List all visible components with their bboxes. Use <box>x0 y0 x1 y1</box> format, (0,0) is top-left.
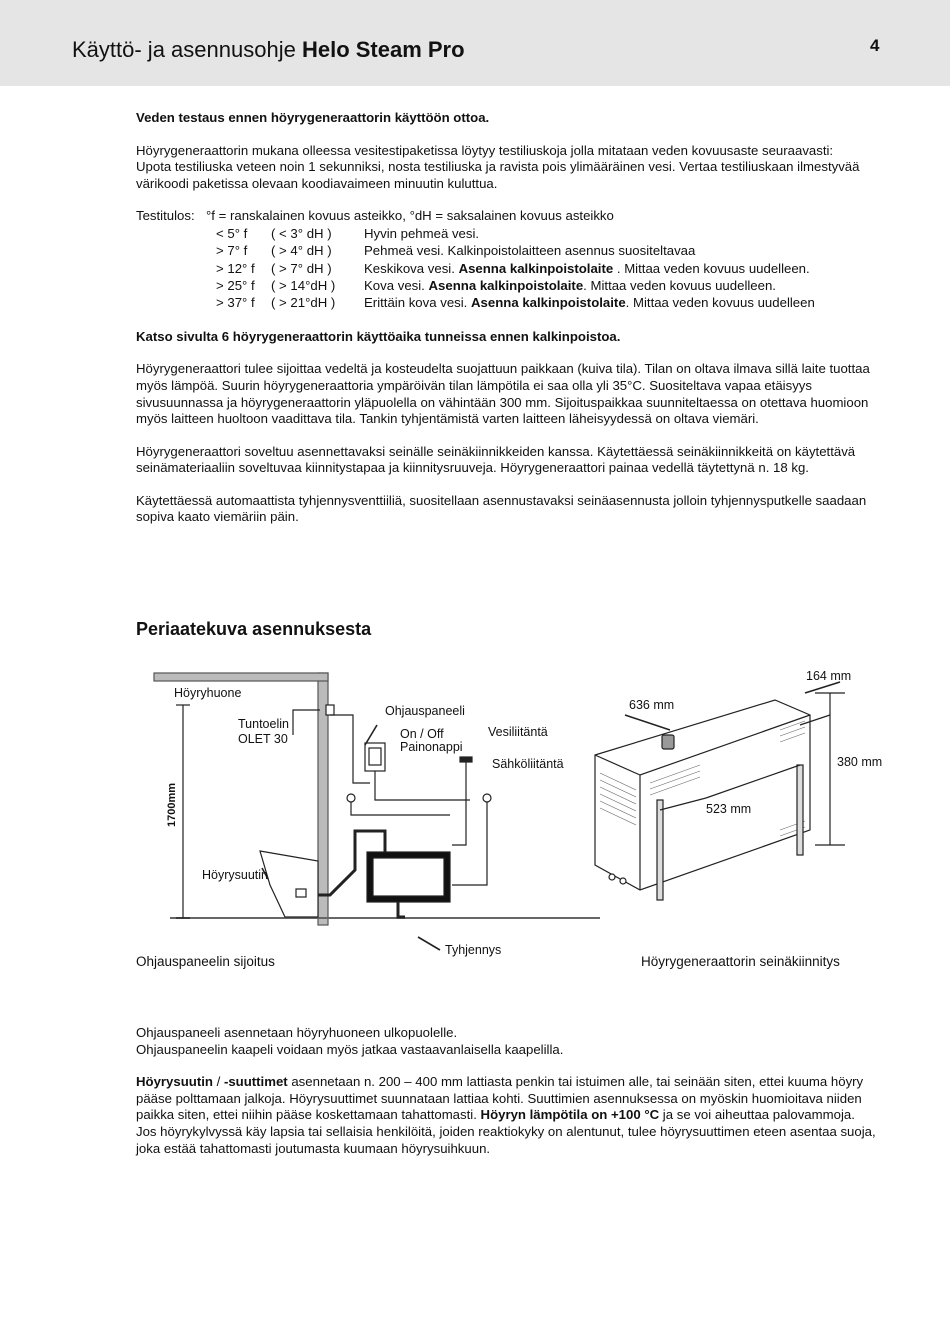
test-f-value: < 5° f <box>216 225 248 241</box>
wall-bracket-left <box>657 800 663 900</box>
test-legend-row <box>136 208 886 225</box>
test-dh-value: ( > 7° dH ) <box>271 260 332 276</box>
generator-body <box>595 700 810 890</box>
test-label: Testitulos: <box>136 208 195 224</box>
onoff-button <box>347 794 355 802</box>
test-result-row <box>136 226 886 243</box>
label-power-connection: Sähköliitäntä <box>492 757 564 771</box>
test-f-value: > 12° f <box>216 260 255 276</box>
label-onoff-1: On / Off <box>400 727 444 741</box>
dim-bracket-label: 523 mm <box>706 802 752 816</box>
test-description: Keskikova vesi. Asenna kalkinpoistolaite . Mittaa veden kovuus uudelleen. <box>364 260 810 276</box>
room-schematic <box>154 673 600 950</box>
label-onoff-2: Painonappi <box>400 740 463 754</box>
document-title: Käyttö- ja asennusohje Helo Steam Pro <box>72 37 465 62</box>
dim-width-label: 636 mm <box>629 698 675 712</box>
test-dh-value: ( > 14°dH ) <box>271 277 336 293</box>
page-header <box>0 0 950 86</box>
decalcification-note: Katso sivulta 6 höyrygeneraattorin käyttöaika tunneissa ennen kalkinpoistoa. <box>136 328 621 344</box>
mounting-paragraph: Höyrygeneraattori soveltuu asennettavaksi seinälle seinäkiinnikkeiden kanssa. Käytettäessä seinäkiinnikkeitä on käytettävä seinämateriaaliin soveltuvaa kiinnitystapaa ja kiinnitysruuveja. Höyrygeneraattori painaa vedellä täytettynä n. 18 kg. <box>136 443 856 476</box>
water-pipe <box>452 762 466 845</box>
test-description: Erittäin kova vesi. Asenna kalkinpoistolaite. Mittaa veden kovuus uudelleen <box>364 295 815 311</box>
water-test-heading: Veden testaus ennen höyrygeneraattorin käyttöön ottoa. <box>136 110 490 125</box>
test-f-value: > 7° f <box>216 243 248 259</box>
steam-nozzle <box>296 889 306 897</box>
installation-diagram-heading: Periaatekuva asennuksesta <box>136 619 372 639</box>
panel-installation-paragraph: Ohjauspaneeli asennetaan höyryhuoneen ulkopuolelle. Ohjauspaneelin kaapeli voidaan myös jatkaa vastaavanlaisella kaapelilla. <box>136 1025 564 1057</box>
test-description: Pehmeä vesi. Kalkinpoistolaitteen asennus suositeltavaa <box>364 243 696 259</box>
label-height: 1700mm <box>166 782 178 827</box>
test-result-row <box>136 278 886 295</box>
power-connector <box>483 794 491 802</box>
room-ceiling <box>154 673 328 681</box>
label-steam-room: Höyryhuone <box>174 686 242 700</box>
wall-bracket-right <box>797 765 803 855</box>
page-number: 4 <box>870 36 880 55</box>
test-result-row <box>136 295 886 312</box>
water-valve <box>460 757 472 762</box>
test-description: Hyvin pehmeä vesi. <box>364 225 480 241</box>
drain-paragraph: Käytettäessä automaattista tyhjennysventtiiliä, suositellaan asennustavaksi seinäasennusta jolloin tyhjennysputkelle saadaan sopiva kaato viemäriin päin. <box>136 492 867 525</box>
dim-depth-label: 164 mm <box>806 669 852 683</box>
label-sensor-2: OLET 30 <box>238 732 288 746</box>
label-control-panel: Ohjauspaneeli <box>385 704 465 718</box>
label-sensor-1: Tuntoelin <box>238 717 289 731</box>
test-dh-value: ( < 3° dH ) <box>271 225 332 241</box>
test-f-value: > 37° f <box>216 295 255 311</box>
installation-diagram <box>0 655 950 975</box>
caption-wall-mount: Höyrygeneraattorin seinäkiinnitys <box>641 954 840 969</box>
main-text <box>136 110 886 542</box>
test-f-value: > 25° f <box>216 277 255 293</box>
water-test-paragraph: Höyrygeneraattorin mukana olleessa vesitestipaketissa löytyy testiliuskoja jolla mitataan veden kovuusaste seuraavasti: Upota testiliuska veteen noin 1 sekunniksi, nosta testiliuska ja ravista pois ylimääräinen vesi. Vertaa testiliuskaan ilmestyvää värikoodi paketissa olevaan koodiavaimeen minuutin kuluttua. <box>136 142 860 191</box>
test-legend: °f = ranskalainen kovuus asteikko, °dH = saksalainen kovuus asteikko <box>206 208 614 224</box>
label-water-connection: Vesiliitäntä <box>488 725 548 739</box>
panel-cable <box>375 771 470 800</box>
generator-drawing <box>595 682 845 900</box>
test-description: Kova vesi. Asenna kalkinpoistolaite. Mittaa veden kovuus uudelleen. <box>364 277 776 293</box>
dim-height-label: 380 mm <box>837 755 883 769</box>
button-cable <box>351 802 450 815</box>
test-result-row <box>136 261 886 278</box>
test-dh-value: ( > 21°dH ) <box>271 295 336 311</box>
bench-seat <box>260 851 318 917</box>
label-drain: Tyhjennys <box>445 943 502 957</box>
caption-control-panel: Ohjauspaneelin sijoitus <box>136 954 275 969</box>
placement-paragraph: Höyrygeneraattori tulee sijoittaa vedeltä ja kosteudelta suojattuun paikkaan (kuiva tila). Tilan on oltava ilmava sillä laite tuottaa myös lämpöä. Suurin höyrygeneraattoria ympäröivän tilan lämpötila ei saa olla yli 35°C. Suositeltava vapaa etäisyys sivusuunnassa ja höyrygeneraattorin yläpuolella on vähintään 300 mm. Sijoituspaikkaa suunniteltaessa on otettava huomioon myös laitteen huoltoon vaadittava tila. Tankin tyhjentämistä varten laitteen läheisyydessä on oltava viemäri. <box>136 361 870 427</box>
test-results <box>136 208 886 312</box>
power-cable <box>452 802 487 885</box>
installation-text <box>136 1025 886 1173</box>
top-connector <box>662 735 674 749</box>
nozzle-paragraph: Höyrysuutin / -suuttimet asennetaan n. 200 – 400 mm lattiasta penkin tai istuimen alle, tai seinään siten, ettei kuuma höyry pääse polttamaan jalkoja. Höyrysuuttimet suunnataan lattiaa kohti. Suuttimien asennuksessa on myöskin huomioitava niiden paikka siten, ettei niihin pääse koskettamaan tahattomasti. Höyryn lämpötila on +100 °C ja se voi aiheuttaa palovammoja. Jos höyrykylvyssä käy lapsia tai sellaisia henkilöitä, joiden reaktiokyky on alentunut, tulee höyrysuuttimen eteen asentaa suoja, joka estää tahattomasti joutumasta kuumaan höyrysuihkuun. <box>136 1074 876 1156</box>
drain-pipe <box>398 902 405 917</box>
label-steam-nozzle: Höyrysuutin <box>202 868 268 882</box>
test-result-row <box>136 243 886 260</box>
product-name: Helo Steam Pro <box>301 37 465 62</box>
sensor-line <box>293 710 320 735</box>
sensor-box <box>326 705 334 715</box>
test-dh-value: ( > 4° dH ) <box>271 243 332 259</box>
sensor-cable <box>330 715 370 783</box>
